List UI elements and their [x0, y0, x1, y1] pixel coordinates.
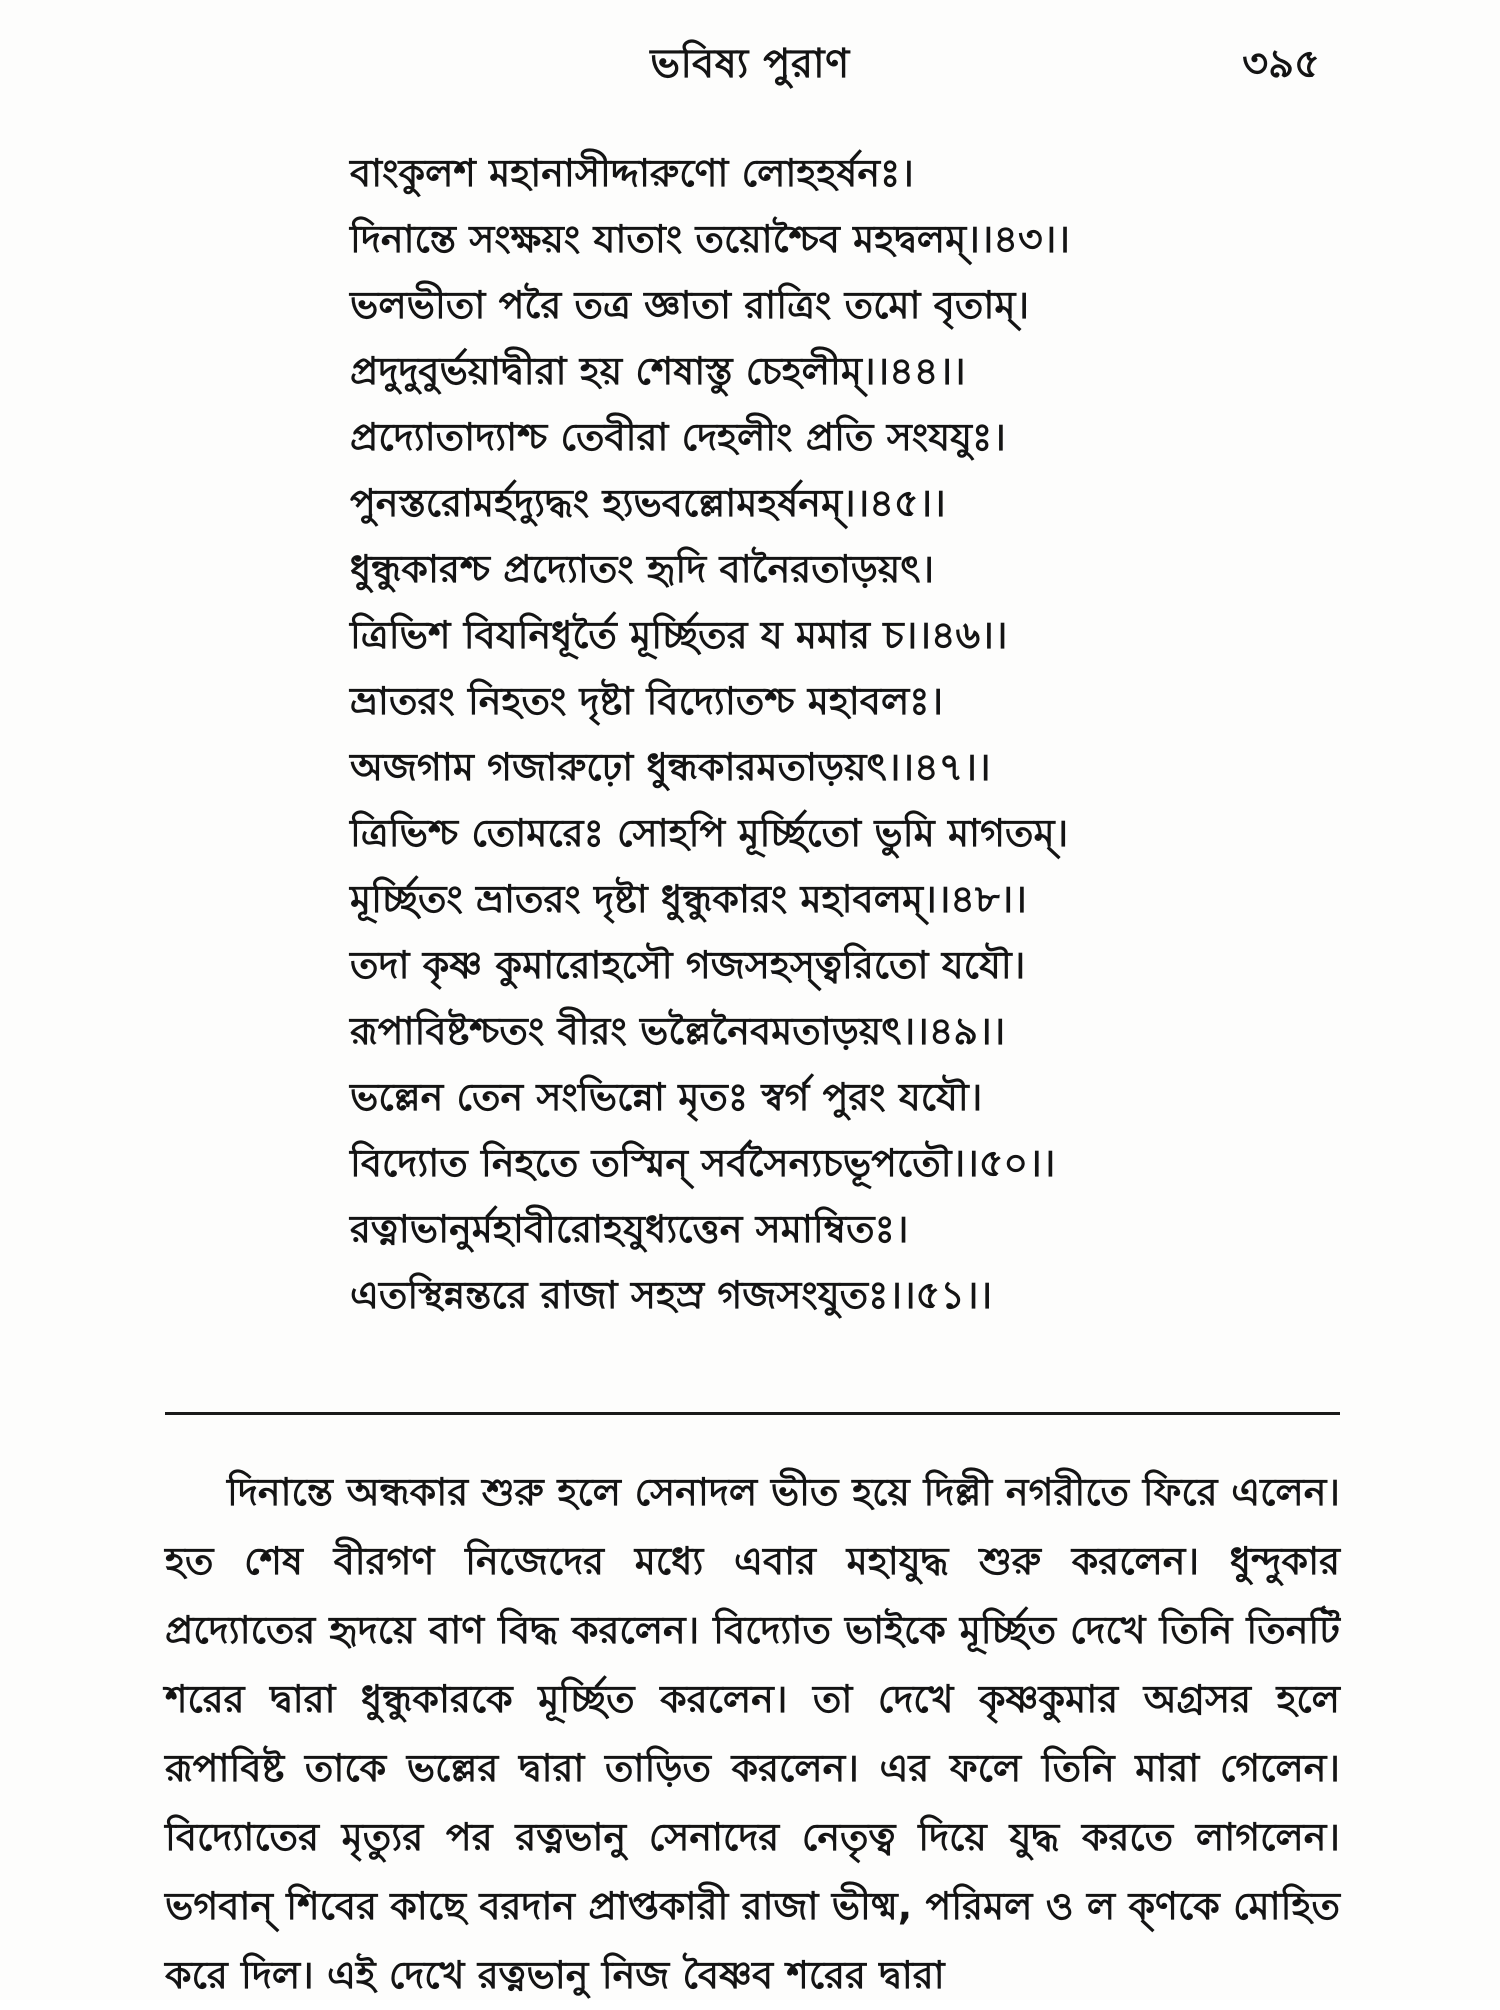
- verse-line: ত্রিভিশ্চ তোমরেঃ সোহপি মূর্চ্ছিতো ভুমি মাগতম্।: [350, 811, 1069, 855]
- verse-line: বিদ্যোত নিহতে তস্মিন্ সর্বসৈন্যচভূপতৌ।।৫০।।: [350, 1141, 1056, 1185]
- verse-line: বাংকুলশ মহানাসীদ্দারুণো লোহহর্ষনঃ।: [350, 151, 914, 195]
- verse-line: দিনান্তে সংক্ষয়ং যাতাং তয়োশ্চৈব মহদ্বলম্।।৪৩।।: [350, 217, 1070, 261]
- verse-line: ভ্রাতরং নিহতং দৃষ্টা বিদ্যোতশ্চ মহাবলঃ।: [350, 679, 944, 723]
- verse-line: এতস্থিন্নন্তরে রাজা সহস্র গজসংযুতঃ।।৫১।।: [350, 1273, 993, 1317]
- verse-line: ভলভীতা পরৈ তত্র জ্ঞাতা রাত্রিং তমো বৃতাম্।: [350, 283, 1030, 327]
- verse-line: প্রদ্যোতাদ্যাশ্চ তেবীরা দেহলীং প্রতি সংযযুঃ।: [350, 415, 1006, 459]
- translation-paragraph: দিনান্তে অন্ধকার শুরু হলে সেনাদল ভীত হয়ে দিল্লী নগরীতে ফিরে এলেন। হত শেষ বীরগণ নিজেদের মধ্যে এবার মহাযুদ্ধ শুরু করলেন। ধুন্দুকার প্রদ্যোতের হৃদয়ে বাণ বিদ্ধ করলেন। বিদ্যোত ভাইকে মূর্চ্ছিত দেখে তিনি তিনটি শরের দ্বারা ধুন্ধুকারকে মূর্চ্ছিত করলেন। তা দেখে কৃষ্ণকুমার অগ্রসর হলে রূপাবিষ্ট তাকে ভল্লের দ্বারা তাড়িত করলেন। এর ফলে তিনি মারা গেলেন। বিদ্যোতের মৃত্যুর পর রত্নভানু সেনাদের নেতৃত্ব দিয়ে যুদ্ধ করতে লাগলেন। ভগবান্ শিবের কাছে বরদান প্রাপ্তকারী রাজা ভীষ্ম, পরিমল ও ল ক্ণকে মোহিত করে দিল। এই দেখে রত্নভানু নিজ বৈষ্ণব শরের দ্বারা: [165, 1470, 1340, 1997]
- verse-line: ধুন্ধুকারশ্চ প্রদ্যোতং হৃদি বানৈরতাড়য়ৎ।: [350, 547, 935, 591]
- section-divider: [165, 1412, 1340, 1415]
- verse-line: মূর্চ্ছিতং ভ্রাতরং দৃষ্টা ধুন্ধুকারং মহাবলম্।।৪৮।।: [350, 877, 1027, 921]
- verse-line: ত্রিভিশ বিযনিধূর্তৈ মূর্চ্ছিতর য মমার চ।।৪৬।।: [350, 613, 1008, 657]
- running-title: ভবিষ্য পুরাণ: [650, 41, 850, 87]
- verse-line: ভল্লেন তেন সংভিন্নো মৃতঃ স্বর্গ পুরং যযৌ।: [350, 1075, 983, 1119]
- verse-line: পুনস্তরোমর্হদ্যুদ্ধং হ্যভবল্লোমহর্ষনম্।।৪৫।।: [350, 481, 946, 525]
- verse-line: রূপাবিষ্টশ্চতং বীরং ভল্লৈনৈবমতাড়য়ৎ।।৪৯।।: [350, 1009, 1006, 1053]
- verse-line: অজগাম গজারুঢ়ো ধুন্ধকারমতাড়য়ৎ।।৪৭।।: [350, 745, 991, 789]
- verse-line: তদা কৃষ্ণ কুমারোহসৌ গজসহস্ত্বরিতো যযৌ।: [350, 943, 1026, 987]
- verse-line: প্রদুদুবুর্ভয়াদ্বীরা হয় শেষাস্তু চেহলীম্।।৪৪।।: [350, 349, 966, 393]
- page-number: ৩৯৫: [1242, 41, 1320, 87]
- verse-line: রত্নাভানুর্মহাবীরোহযুধ্যত্তেন সমাম্বিতঃ।: [350, 1207, 909, 1251]
- verse-block: [350, 140, 1350, 1328]
